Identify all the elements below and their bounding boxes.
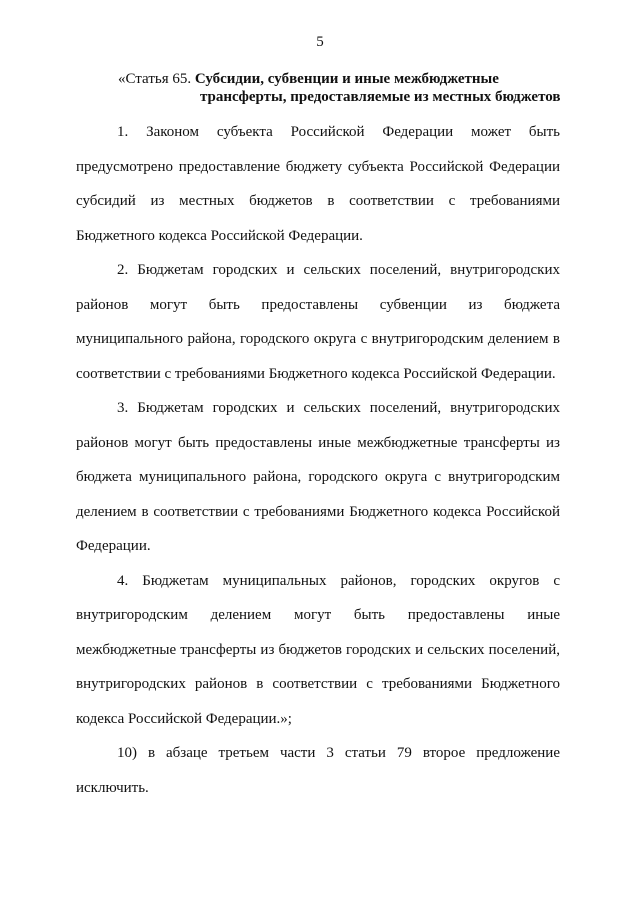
article-heading (118, 70, 578, 106)
paragraph-5: 10) в абзаце третьем части 3 статьи 79 второе предложение исключить. (76, 745, 560, 796)
document-body (76, 115, 560, 805)
article-number: «Статья 65. (118, 71, 195, 87)
paragraph-1: 1. Законом субъекта Российской Федерации может быть предусмотрено предоставление бюджету субъекта Российской Федерации субсидий из местных бюджетов в соответствии с требованиями Бюджетного кодекса Российской Федерации. (76, 124, 560, 244)
page-number: 5 (316, 34, 324, 50)
paragraph-3: 3. Бюджетам городских и сельских поселений, внутригородских районов могут быть предоставлены иные межбюджетные трансферты из бюджета муниципального района, городского округа с внутригородским делением в соответствии с требованиями Бюджетного кодекса Российской Федерации. (76, 400, 560, 554)
article-title-line-2: трансферты, предоставляемые из местных бюджетов (200, 89, 561, 105)
article-title-line-1: Субсидии, субвенции и иные межбюджетные (194, 71, 499, 87)
paragraph-4: 4. Бюджетам муниципальных районов, городских округов с внутригородским делением могут быть предоставлены иные межбюджетные трансферты из бюджетов городских и сельских поселений, внутригородских районов в соответствии с требованиями Бюджетного кодекса Российской Федерации.»; (76, 572, 560, 727)
paragraph-2: 2. Бюджетам городских и сельских поселений, внутригородских районов могут быть предоставлены субвенции из бюджета муниципального района, городского округа с внутригородским делением в соответствии с требованиями Бюджетного кодекса Российской Федерации. (76, 262, 560, 382)
